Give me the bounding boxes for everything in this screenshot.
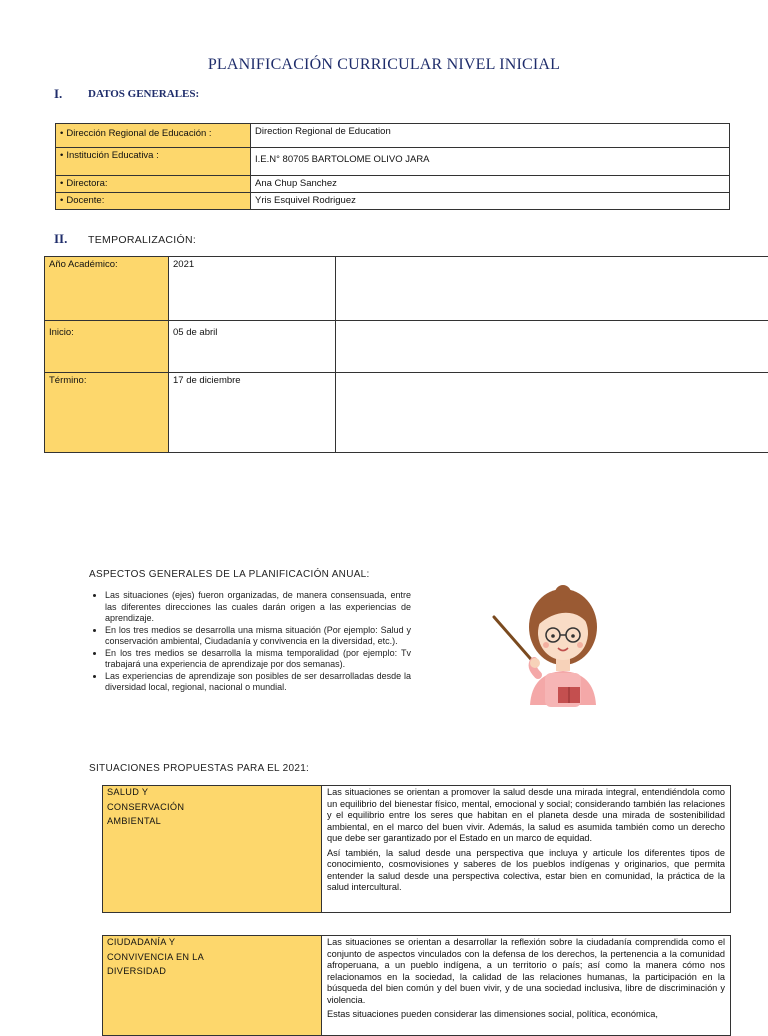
temporal-label: Término:	[45, 373, 169, 453]
situacion-label	[103, 936, 322, 1036]
temporal-label: Año Académico:	[45, 257, 169, 321]
list-item: • En los tres medios se desarrolla la misma temporalidad (por ejemplo: Tv trabajará una experiencia de aprendizaje por dos semanas).	[105, 648, 411, 671]
situacion-paragraph: Estas situaciones pueden considerar las dimensiones social, política, económica,	[327, 1009, 725, 1021]
situaciones-heading: SITUACIONES PROPUESTAS PARA EL 2021:	[89, 763, 309, 774]
situacion-table-salud	[102, 785, 731, 913]
table-row	[56, 176, 730, 193]
situacion-label-line: CONSERVACIÓN	[107, 802, 317, 814]
situacion-description	[322, 936, 731, 1036]
situacion-label	[103, 786, 322, 913]
situacion-paragraph: Las situaciones se orientan a promover la salud desde una mirada integral, entendiéndola como un equilibrio del bienestar físico, mental, emocional y social; considerando también las relaciones y el equilibrio entre los seres que habitan en el planeta desde una mirada de sostenibilidad ambiental, en el marco del buen vivir. Además, la salud es asumida también como un derecho que debe ser garantizado por el Estado en un marco de equidad.	[327, 787, 725, 845]
temporal-value: 05 de abril	[169, 321, 336, 373]
datos-label: • Dirección Regional de Educación :	[56, 124, 251, 148]
situacion-paragraph: Las situaciones se orientan a desarrollar la reflexión sobre la ciudadanía comprendida como el conjunto de aspectos vinculados con la defensa de los derechos, la pertenencia a la comunidad afroperuana, a un pueblo indígena, a un territorio o país; así como la manera cómo nos relacionamos en la sociedad, la calidad de las relaciones humanas, la participación en la búsqueda del bien común y del buen vivir, y de una sociedad inclusiva, libre de discriminación y violencia.	[327, 937, 725, 1006]
table-row	[103, 936, 731, 1036]
section-2-number: II.	[54, 231, 67, 247]
datos-value: I.E.N° 80705 BARTOLOME OLIVO JARA	[251, 148, 730, 176]
temporal-value: 2021	[169, 257, 336, 321]
situacion-label-line: CONVIVENCIA EN LA	[107, 952, 317, 964]
datos-label: • Docente:	[56, 193, 251, 210]
aspectos-list	[89, 590, 411, 694]
situacion-paragraph: Así también, la salud desde una perspectiva que incluya y articule los diferentes tipos de conocimiento, cosmovisiones y saberes de los pueblos indígenas y originarios, que permita entender la salud desde una perspectiva colectiva, estar bien en comunidad, la práctica de la salud intercultural.	[327, 848, 725, 894]
section-2-heading: TEMPORALIZACIÓN:	[88, 234, 196, 246]
list-item: • En los tres medios se desarrolla una misma situación (Por ejemplo: Salud y conservación ambiental, Ciudadanía y convivencia en la diversidad, etc.).	[105, 625, 411, 648]
datos-value: Yris Esquivel Rodriguez	[251, 193, 730, 210]
situacion-label-line: SALUD Y	[107, 787, 317, 799]
section-1-number: I.	[54, 86, 62, 102]
table-row	[45, 373, 768, 453]
datos-label: • Institución Educativa :	[56, 148, 251, 176]
temporalizacion-table	[44, 256, 768, 453]
datos-value: Ana Chup Sanchez	[251, 176, 730, 193]
situacion-table-ciudadania	[102, 935, 731, 1036]
list-item: • Las experiencias de aprendizaje son posibles de ser desarrolladas desde la diversidad local, regional, nacional o mundial.	[105, 671, 411, 694]
page-title: PLANIFICACIÓN CURRICULAR NIVEL INICIAL	[0, 56, 768, 74]
situacion-description	[322, 786, 731, 913]
table-row	[103, 786, 731, 913]
situacion-label-line: AMBIENTAL	[107, 816, 317, 828]
situacion-label-line: CIUDADANÍA Y	[107, 937, 317, 949]
temporal-extra	[336, 257, 768, 321]
aspectos-heading: ASPECTOS GENERALES DE LA PLANIFICACIÓN ANUAL:	[89, 569, 370, 580]
situacion-label-line: DIVERSIDAD	[107, 966, 317, 978]
temporal-label: Inicio:	[45, 321, 169, 373]
datos-generales-table	[55, 123, 730, 210]
section-1-heading: DATOS GENERALES:	[88, 88, 199, 100]
table-row	[45, 257, 768, 321]
table-row	[56, 124, 730, 148]
temporal-extra	[336, 321, 768, 373]
datos-label: • Directora:	[56, 176, 251, 193]
datos-value: Direction Regional de Education	[251, 124, 730, 148]
teacher-illustration	[490, 575, 620, 725]
list-item: • Las situaciones (ejes) fueron organizadas, de manera consensuada, entre las diferentes direcciones las cuales darán origen a las experiencias de aprendizaje.	[105, 590, 411, 625]
table-row	[56, 148, 730, 176]
table-row	[56, 193, 730, 210]
table-row	[45, 321, 768, 373]
temporal-value: 17 de diciembre	[169, 373, 336, 453]
temporal-extra	[336, 373, 768, 453]
